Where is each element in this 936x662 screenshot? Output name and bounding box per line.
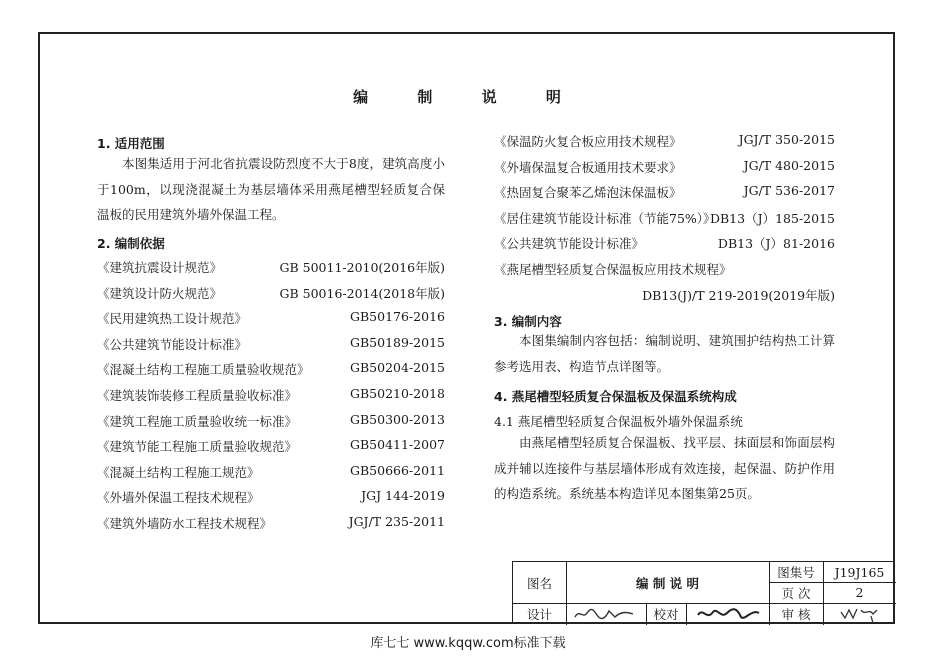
reference-name: 《保温防火复合板应用技术规程》 [494, 134, 682, 149]
check-label: 校对 [653, 607, 679, 622]
reference-name: 《建筑抗震设计规范》 [97, 260, 223, 275]
reference-code: DB13(J)/T 219-2019(2019年版) [642, 288, 835, 303]
reference-code: GB 50016-2014(2018年版) [279, 285, 445, 301]
reference-code: JGJ 144-2019 [361, 488, 445, 504]
reference-name: 《外墙外保温工程技术规程》 [97, 490, 260, 506]
page-number-value: 2 [855, 585, 864, 600]
atlas-number-label: 图集号 [777, 565, 815, 580]
section-1-text: 本图集适用于河北省抗震设防烈度不大于8度，建筑高度小于100m，以现浇混凝土为基层墙体采用燕尾槽型轻质复合保温板的民用建筑外墙外保温工程。 [97, 156, 445, 223]
reference-row [97, 335, 445, 355]
review-label: 审 核 [781, 607, 811, 622]
reference-name: 《公共建筑节能设计标准》 [494, 236, 645, 252]
reference-code: DB13（J）185-2015 [709, 210, 835, 226]
section-3-heading: 3. 编制内容 [494, 314, 562, 329]
reference-row [97, 437, 445, 457]
reference-row [97, 488, 445, 508]
reference-row [97, 284, 445, 304]
section-4-1-heading: 4.1 燕尾槽型轻质复合保温板外墙外保温系统 [494, 414, 743, 429]
reference-name: 《居住建筑节能设计标准（节能75%）》 [494, 210, 716, 226]
reference-name: 《建筑装饰装修工程质量验收标准》 [97, 388, 298, 403]
section-1-heading: 1. 适用范围 [97, 136, 165, 151]
page-title: 编 制 说 明 [353, 88, 583, 106]
reference-code: GB50204-2015 [350, 360, 445, 376]
section-4-1-text: 由燕尾槽型轻质复合保温板、找平层、抹面层和饰面层构成并辅以连接件与基层墙体形成有效连接，起保温、防护作用的构造系统。系统基本构造详见本图集第25页。 [494, 435, 835, 502]
reference-code: GB50666-2011 [350, 462, 445, 478]
watermark-footer: 库七七 www.kqqw.com标准下载 [370, 636, 566, 651]
drawing-name-value: 编 制 说 明 [635, 575, 700, 591]
reference-code: GB 50011-2010(2016年版) [279, 260, 445, 275]
reference-name: 《燕尾槽型轻质复合保温板应用技术规程》 [494, 262, 732, 277]
reference-row [494, 132, 835, 152]
reference-row [494, 234, 835, 254]
reference-row [494, 209, 835, 229]
reference-name: 《外墙保温复合板通用技术要求》 [494, 159, 682, 175]
reference-row [494, 158, 835, 178]
section-3-text: 本图集编制内容包括：编制说明、建筑围护结构热工计算参考选用表、构造节点详图等。 [494, 333, 835, 374]
reference-code: DB13（J）81-2016 [717, 236, 835, 252]
reference-name: 《建筑外墙防水工程技术规程》 [97, 516, 273, 531]
atlas-number-value: J19J165 [834, 564, 885, 580]
reference-row [97, 412, 445, 432]
reference-row [97, 514, 445, 534]
design-label: 设计 [526, 607, 552, 622]
reference-code: GB50300-2013 [350, 411, 445, 427]
reference-name: 《建筑设计防火规范》 [97, 285, 223, 301]
reference-code: GB50176-2016 [350, 309, 445, 325]
reference-row [97, 463, 445, 483]
reference-name: 《民用建筑热工设计规范》 [97, 311, 248, 327]
reference-name: 《混凝土结构工程施工质量验收规范》 [97, 362, 310, 378]
designer-signature [566, 603, 646, 625]
reference-row [97, 258, 445, 278]
reference-code: JG/T 536-2017 [743, 183, 835, 199]
section-4-heading: 4. 燕尾槽型轻质复合保温板及保温系统构成 [494, 389, 737, 404]
drawing-name-label: 图名 [526, 575, 552, 591]
section-2-heading: 2. 编制依据 [97, 236, 165, 251]
reference-row [97, 309, 445, 329]
title-block [512, 561, 895, 624]
reference-row [97, 360, 445, 380]
reference-row [494, 183, 835, 203]
checker-signature [686, 603, 769, 625]
reference-row [97, 386, 445, 406]
reference-name: 《公共建筑节能设计标准》 [97, 336, 248, 352]
reference-name: 《建筑节能工程施工质量验收规范》 [97, 439, 298, 455]
reference-code: JG/T 480-2015 [743, 157, 835, 173]
reference-code: JGJ/T 235-2011 [348, 514, 445, 529]
page-number-label: 页 次 [781, 585, 811, 601]
reference-code: GB50411-2007 [350, 437, 445, 453]
reference-code: JGJ/T 350-2015 [738, 132, 835, 147]
reference-code: GB50210-2018 [350, 386, 445, 401]
reference-name: 《建筑工程施工质量验收统一标准》 [97, 413, 298, 429]
reference-row [494, 260, 835, 280]
reference-code: GB50189-2015 [350, 334, 445, 350]
reference-name: 《热固复合聚苯乙烯泡沫保温板》 [494, 185, 682, 201]
reviewer-signature [823, 603, 896, 625]
reference-name: 《混凝土结构工程施工规范》 [97, 464, 260, 480]
